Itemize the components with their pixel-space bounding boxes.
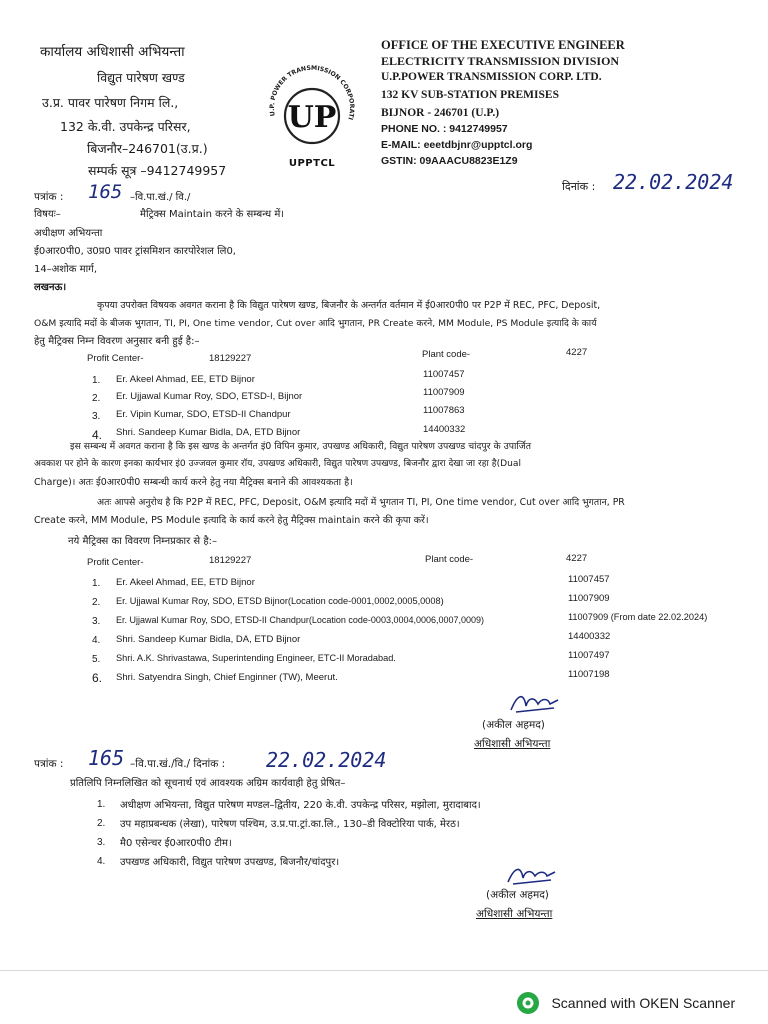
table-row-code: 11007457 — [568, 574, 610, 585]
table-row-code: 11007457 — [423, 369, 465, 380]
table-row-number: 6. — [92, 671, 103, 685]
table-row-name: Er. Akeel Ahmad, EE, ETD Bijnor — [116, 374, 255, 385]
svg-text:UP: UP — [287, 100, 337, 135]
date-label: दिनांक : — [562, 180, 596, 193]
table-row-code: 11007198 — [568, 669, 610, 680]
new-matrix-heading: नये मैट्रिक्स का विवरण निम्नप्रकार से है:– — [68, 536, 218, 547]
svg-text:UPPTCL: UPPTCL — [288, 158, 336, 169]
upptcl-logo — [262, 58, 362, 173]
addressee-line-1: अधीक्षण अभियन्ता — [34, 228, 103, 239]
profit-center-label: Profit Center- — [87, 353, 144, 364]
table-row-code: 11007909 — [568, 593, 610, 604]
table-row-name: Shri. Satyendra Singh, Chief Enginner (TW), Meerut. — [116, 672, 338, 683]
signatory-name: (अकील अहमद) — [482, 719, 545, 731]
para2-line-1: इस सम्बन्ध में अवगत कराना है कि इस खण्ड के अन्तर्गत इं0 विपिन कुमार, उपखण्ड अधिकारी, विद्युत पारेषण उपखण्ड चांदपुर के उपार्जित — [70, 441, 531, 452]
phone-english: PHONE NO. : 9412749957 — [381, 123, 508, 135]
subject-label: विषयः– — [34, 209, 61, 220]
office-title-hindi: कार्यालय अधिशासी अभियन्ता — [40, 44, 185, 60]
para3-line-2: Create करने, MM Module, PS Module इत्यादि के कार्य करने हेतु मैट्रिक्स maintain करने की कृपा करें। — [34, 515, 429, 526]
corp-hindi: उ.प्र. पावर पारेषण निगम लि., — [42, 95, 179, 110]
addressee-line-2: ई0आर0पी0, उ0प्र0 पावर ट्रांसमिशन कारपोरेशल लि0, — [34, 246, 236, 257]
plant-code-label: Plant code- — [425, 554, 474, 565]
ref-number: 165 — [88, 181, 123, 203]
corp-english: U.P.POWER TRANSMISSION CORP. LTD. — [381, 71, 602, 83]
table-row-code: 11007497 — [568, 650, 610, 661]
list-item-number: 3. — [97, 837, 106, 848]
list-item-number: 2. — [97, 818, 106, 829]
table-row-name: Er. Ujjawal Kumar Roy, SDO, ETSD-II Chandpur(Location code-0003,0004,0006,0007,0009) — [116, 615, 485, 625]
subject-text: मैट्रिक्स Maintain करने के सम्बन्ध में। — [140, 209, 285, 220]
signatory-title: अधिशासी अभियन्ता — [474, 738, 551, 750]
address-english: BIJNOR - 246701 (U.P.) — [381, 107, 500, 119]
list-item: अधीक्षण अभियन्ता, विद्युत पारेषण मण्डल–द्वितीय, 220 के.वी. उपकेन्द्र परिसर, मझोला, मुरादाबाद। — [120, 800, 481, 811]
addressee-line-4: लखनऊ। — [34, 282, 67, 293]
plant-code-label: Plant code- — [422, 349, 471, 360]
scanner-text: Scanned with OKEN Scanner — [551, 995, 736, 1011]
contact-hindi: सम्पर्क सूत्र –9412749957 — [88, 163, 227, 178]
division-hindi: विद्युत पारेषण खण्ड — [97, 70, 185, 85]
signatory-title: अधिशासी अभियन्ता — [476, 908, 553, 920]
profit-center-label: Profit Center- — [87, 557, 144, 568]
table-row-code: 11007909 — [423, 387, 465, 398]
division-english: ELECTRICITY TRANSMISSION DIVISION — [381, 54, 620, 68]
copy-ref-date: 22.02.2024 — [266, 748, 387, 772]
para1-line-3: हेतु मैट्रिक्स निम्न विवरण अनुसार बनी हुई है:– — [34, 336, 200, 347]
copy-intro: प्रतिलिपि निम्नलिखित को सूचनार्थ एवं आवश्यक अग्रिम कार्यवाही हेतु प्रेषित– — [70, 778, 346, 789]
table-row-number: 4. — [92, 428, 103, 442]
para1-line-1: कृपया उपरोक्त विषयक अवगत कराना है कि विद्युत पारेषण खण्ड, बिजनौर के अन्तर्गत वर्तमान में ई0आर0पी0 पर P2P में REC, PFC, Deposit, — [97, 300, 601, 311]
para1-line-2: O&M इत्यादि मदों के बीजक भुगतान, TI, PI, One time vendor, Cut over आदि भुगतान, PR Create करने, MM Module, PS Module इत्यादि के कार्य — [34, 318, 597, 329]
signature-icon — [506, 688, 566, 718]
table-row-number: 3. — [92, 411, 101, 422]
copy-ref-label: पत्रांक : — [34, 758, 64, 770]
table-row-name: Shri. Sandeep Kumar Bidla, DA, ETD Bijnor — [116, 427, 301, 438]
copy-ref-number: 165 — [88, 746, 125, 770]
date-value: 22.02.2024 — [613, 170, 734, 194]
table-row-number: 3. — [92, 616, 101, 627]
table-row-number: 1. — [92, 578, 101, 589]
office-title-english: OFFICE OF THE EXECUTIVE ENGINEER — [381, 38, 625, 52]
table-row-code: 11007863 — [423, 405, 465, 416]
table-row-name: Shri. A.K. Shrivastawa, Superintending Engineer, ETC-II Moradabad. — [116, 653, 396, 663]
scanner-watermark — [515, 990, 735, 1016]
table-row-name: Er. Akeel Ahmad, EE, ETD Bijnor — [116, 577, 255, 588]
profit-center-value: 18129227 — [209, 353, 252, 364]
list-item: मै0 एसेन्चर ई0आर0पी0 टीम। — [120, 838, 232, 849]
ref-label: पत्रांक : — [34, 191, 64, 203]
premises-hindi: 132 के.वी. उपकेन्द्र परिसर, — [60, 119, 191, 134]
signatory-name: (अकील अहमद) — [486, 889, 549, 901]
list-item-number: 1. — [97, 799, 106, 810]
oken-scanner-logo-icon — [515, 990, 541, 1016]
table-row-number: 2. — [92, 597, 101, 608]
table-row-name: Er. Vipin Kumar, SDO, ETSD-II Chandpur — [116, 409, 291, 420]
table-row-name: Er. Ujjawal Kumar Roy, SDO, ETSD-I, Bijnor — [116, 391, 303, 402]
para2-line-3: Charge)। अतः ई0आर0पी0 सम्बन्धी कार्य करने हेतु नया मैट्रिक्स बनाने की आवश्यकता है। — [34, 477, 353, 488]
list-item: उपखण्ड अधिकारी, विद्युत पारेषण उपखण्ड, बिजनौर/चांदपुर। — [120, 857, 340, 868]
address-hindi: बिजनौर–246701(उ.प्र.) — [87, 141, 208, 156]
svg-text:U.P. POWER TRANSMISSION CORPOR: U.P. POWER TRANSMISSION CORPORATI — [268, 64, 356, 121]
addressee-line-3: 14–अशोक मार्ग, — [34, 264, 97, 275]
table-row-code: 14400332 — [568, 631, 611, 642]
list-item: उप महाप्रबन्धक (लेखा), पारेषण पश्चिम, उ.प्र.पा.ट्रां.का.लि., 130–डी विक्टोरिया पार्क, मेरठ। — [120, 819, 460, 830]
email-english: E-MAIL: eeetdbjnr@upptcl.org — [381, 139, 533, 151]
footer-divider — [0, 970, 768, 971]
table-row-number: 1. — [92, 375, 101, 386]
ref-suffix: –वि.पा.खं./ वि./ — [130, 192, 191, 203]
table-row-name: Shri. Sandeep Kumar Bidla, DA, ETD Bijnor — [116, 634, 301, 645]
copy-ref-suffix: –वि.पा.खं./वि./ दिनांक : — [130, 758, 226, 770]
table-row-number: 4. — [92, 635, 101, 646]
gstin-english: GSTIN: 09AAACU8823E1Z9 — [381, 155, 518, 167]
para3-line-1: अतः आपसे अनुरोध है कि P2P में REC, PFC, Deposit, O&M इत्यादि मदों में भुगतान TI, PI, One time vendor, Cut over आदि भुगतान, PR — [97, 497, 625, 508]
table-row-number: 5. — [92, 654, 101, 665]
plant-code-value: 4227 — [566, 553, 588, 564]
list-item-number: 4. — [97, 856, 106, 867]
signature-icon — [503, 862, 563, 890]
premises-english: 132 KV SUB-STATION PREMISES — [381, 89, 559, 101]
table-row-code: 14400332 — [423, 424, 466, 435]
table-row-name: Er. Ujjawal Kumar Roy, SDO, ETSD Bijnor(Location code-0001,0002,0005,0008) — [116, 596, 444, 606]
plant-code-value: 4227 — [566, 347, 588, 358]
para2-line-2: अवकाश पर होने के कारण इनका कार्यभार इं0 उज्जवल कुमार रॉय, उपखण्ड अधिकारी, विद्युत पारेषण उपखण्ड, बिजनौर द्वारा देखा जा रहा है(Dual — [34, 459, 522, 469]
profit-center-value: 18129227 — [209, 555, 252, 566]
table-row-number: 2. — [92, 393, 101, 404]
upptcl-logo-icon — [262, 58, 362, 173]
table-row-code: 11007909 (From date 22.02.2024) — [568, 612, 708, 622]
